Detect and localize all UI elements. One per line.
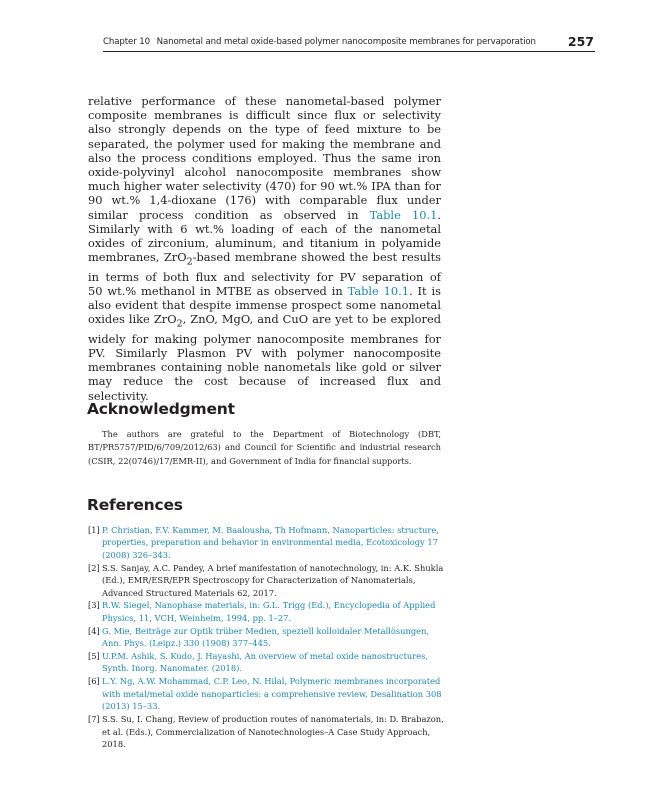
body-paragraph — [88, 94, 441, 403]
reference-number: [1] — [88, 525, 100, 535]
reference-link[interactable]: U.P.M. Ashik, S. Kudo, J. Hayashi, An overview of metal oxide nanostructures, Synth. Inorg. Nanomater. (2018). — [102, 651, 429, 674]
reference-item — [88, 599, 448, 624]
reference-number: [2] — [88, 562, 100, 573]
page-number: 257 — [567, 34, 594, 49]
text-segment: . It is also evident that despite immense prospect some nanometal oxides like ZrO — [88, 283, 441, 327]
chapter-title: Nanometal and metal oxide-based polymer nanocomposite membranes for pervaporation — [156, 37, 536, 47]
reference-item — [88, 625, 448, 650]
table-link[interactable]: Table 10.1 — [369, 207, 438, 222]
text-segment: . Similarly with 6 wt.% loading of each of the nanometal oxides of zirconium, aluminum, and titanium in polyamide membranes, ZrO — [88, 207, 441, 265]
reference-item — [88, 713, 448, 750]
chapter-heading — [103, 37, 536, 47]
header-rule — [103, 51, 595, 52]
reference-link[interactable]: G. Mie, Beiträge zur Optik trüber Medien, speziell kolloidaler Metallösungen, Ann. Phys. (Leipz.) 330 (1908) 377–445. — [102, 625, 430, 649]
reference-item — [88, 650, 448, 675]
acknowledgment-paragraph: The authors are grateful to the Department of Biotechnology (DBT, BT/PR5757/PID/6/709/2012/63) and Council for Scientific and industrial research (CSIR, 22(0746)/17/EMR-II), and Government of India for financial supports. — [88, 429, 441, 466]
reference-text: S.S. Sanjay, A.C. Pandey, A brief manifestation of nanotechnology, in: A.K. Shukla (Ed.), EMR/ESR/EPR Spectroscopy for Characterization of Nanomaterials, Advanced Structured Materials 62, 2017. — [102, 562, 444, 598]
references-heading: References — [87, 496, 183, 514]
text-segment: -based membrane showed the best results in terms of both flux and selectivity for PV separation of 50 wt.% methanol in MTBE as observed in — [88, 250, 442, 298]
references-list — [88, 524, 448, 751]
text-segment: relative performance of these nanometal-based polymer composite membranes is difficult since flux or selectivity also strongly depends on the type of feed mixture to be separated, the polymer used for making the membrane and also the process conditions employed. Thus the same iron oxide-polyvinyl alcohol nanocomposite membranes show much higher water selectivity (470) for 90 wt.% IPA than for 90 wt.% 1,4-dioxane (176) with comparable flux under similar process condition as observed in — [88, 94, 441, 222]
reference-number: [7] — [88, 714, 100, 725]
reference-link[interactable]: P. Christian, F.V. Kammer, M. Baalousha, Th Hofmann, Nanoparticles: structure, properties, preparation and behavior in environmental media, Ecotoxicology 17 (2008) 326–343. — [102, 525, 439, 560]
reference-text: S.S. Su, I. Chang, Review of production routes of nanomaterials, in: D. Brabazon, et al. (Eds.), Commercialization of Nanotechnologies–A Case Study Approach, 2018. — [102, 714, 444, 749]
text-segment: , ZnO, MgO, and CuO are yet to be explored widely for making polymer nanocomposite membranes for PV. Similarly Plasmon PV with polymer nanocomposite membranes containing noble nanometals like gold or silver may reduce the cost because of increased flux and selectivity. — [88, 312, 442, 403]
subscript: 2 — [176, 318, 183, 330]
reference-item — [88, 524, 448, 561]
reference-link[interactable]: L.Y. Ng, A.W. Mohammad, C.P. Leo, N. Hilal, Polymeric membranes incorporated with metal/metal oxide nanoparticles: a comprehensive review, Desalination 308 (2013) 15–33. — [102, 676, 442, 712]
reference-number: [3] — [88, 600, 100, 611]
reference-number: [5] — [88, 651, 100, 662]
reference-number: [6] — [88, 676, 100, 687]
reference-item — [88, 675, 448, 712]
reference-link[interactable]: R.W. Siegel, Nanophase materials, in: G.L. Trigg (Ed.), Encyclopedia of Applied Physics, 11, VCH, Weinheim, 1994, pp. 1–27. — [102, 600, 436, 623]
acknowledgment-heading: Acknowledgment — [87, 400, 235, 418]
reference-item — [88, 562, 448, 599]
chapter-label: Chapter 10 — [103, 37, 151, 47]
reference-number: [4] — [88, 625, 100, 636]
subscript: 2 — [186, 256, 193, 268]
running-header — [103, 35, 595, 53]
paragraph-text — [88, 94, 441, 403]
acknowledgment-text — [88, 428, 441, 468]
table-link[interactable]: Table 10.1 — [347, 283, 410, 298]
